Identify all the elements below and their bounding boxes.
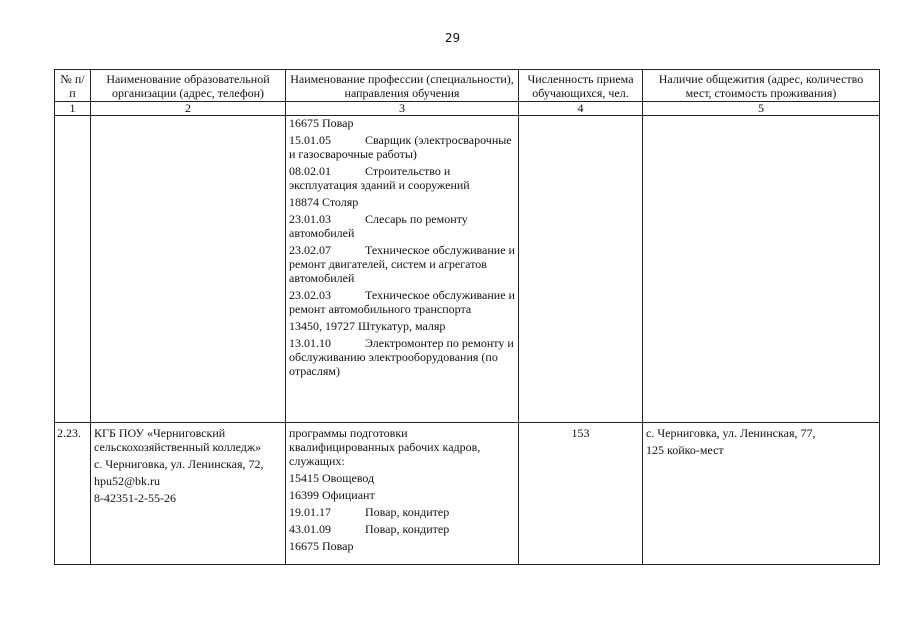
column-number: 5 [643, 102, 880, 116]
profession-item: 16675 Повар [289, 539, 354, 553]
table-header-row [55, 70, 880, 102]
education-table [54, 69, 880, 565]
program-intro: программы подготовки квалифицированных рабочих кадров, служащих: [289, 426, 481, 468]
column-number: 3 [286, 102, 519, 116]
profession-list [286, 423, 519, 565]
intake-cell [519, 116, 643, 423]
dormitory-cell [643, 116, 880, 423]
profession-list [286, 116, 519, 423]
organization-name: КГБ ПОУ «Черниговский сельскохозяйственный колледж» [94, 426, 262, 454]
profession-item: 19.01.17 Повар, кондитер [289, 505, 450, 519]
organization-phone: 8-42351-2-55-26 [94, 491, 176, 505]
profession-item: 16399 Официант [289, 488, 375, 502]
column-number: 4 [519, 102, 643, 116]
profession-item: 23.02.03 Техническое обслуживание и ремонт автомобильного транспорта [289, 288, 515, 316]
header-organization: Наименование образовательной организации (адрес, телефон) [91, 70, 286, 102]
column-number: 2 [91, 102, 286, 116]
header-intake: Численность приема обучающихся, чел. [519, 70, 643, 102]
header-number: № п/п [55, 70, 91, 102]
profession-item: 16675 Повар [289, 116, 354, 130]
organization-cell [91, 423, 286, 565]
profession-item: 13.01.10 Электромонтер по ремонту и обслуживанию электрооборудования (по отраслям) [289, 336, 514, 378]
profession-item: 23.02.07 Техническое обслуживание и ремонт двигателей, систем и агрегатов автомобилей [289, 243, 515, 285]
dormitory-cell [643, 423, 880, 565]
profession-item: 15.01.05 Сварщик (электросварочные и газосварочные работы) [289, 133, 512, 161]
profession-item: 08.02.01 Строительство и эксплуатация зданий и сооружений [289, 164, 470, 192]
column-number-row [55, 102, 880, 116]
table-row [55, 116, 880, 423]
column-number: 1 [55, 102, 91, 116]
profession-item: 15415 Овощевод [289, 471, 375, 485]
row-number: 2.23. [55, 423, 91, 565]
table-row [55, 423, 880, 565]
header-profession: Наименование профессии (специальности), направления обучения [286, 70, 519, 102]
profession-item: 13450, 19727 Штукатур, маляр [289, 319, 446, 333]
organization-cell [91, 116, 286, 423]
intake-value: 153 [519, 423, 643, 565]
organization-address: с. Черниговка, ул. Ленинская, 72, [94, 457, 264, 471]
profession-item: 43.01.09 Повар, кондитер [289, 522, 450, 536]
dormitory-places: 125 койко-мест [646, 443, 724, 457]
header-dormitory: Наличие общежития (адрес, количество мест, стоимость проживания) [643, 70, 880, 102]
row-number-cell [55, 116, 91, 423]
organization-email: hpu52@bk.ru [94, 474, 161, 488]
profession-item: 18874 Столяр [289, 195, 359, 209]
page-number: 29 [444, 31, 461, 45]
profession-item: 23.01.03 Слесарь по ремонту автомобилей [289, 212, 468, 240]
dormitory-address: с. Черниговка, ул. Ленинская, 77, [646, 426, 816, 440]
